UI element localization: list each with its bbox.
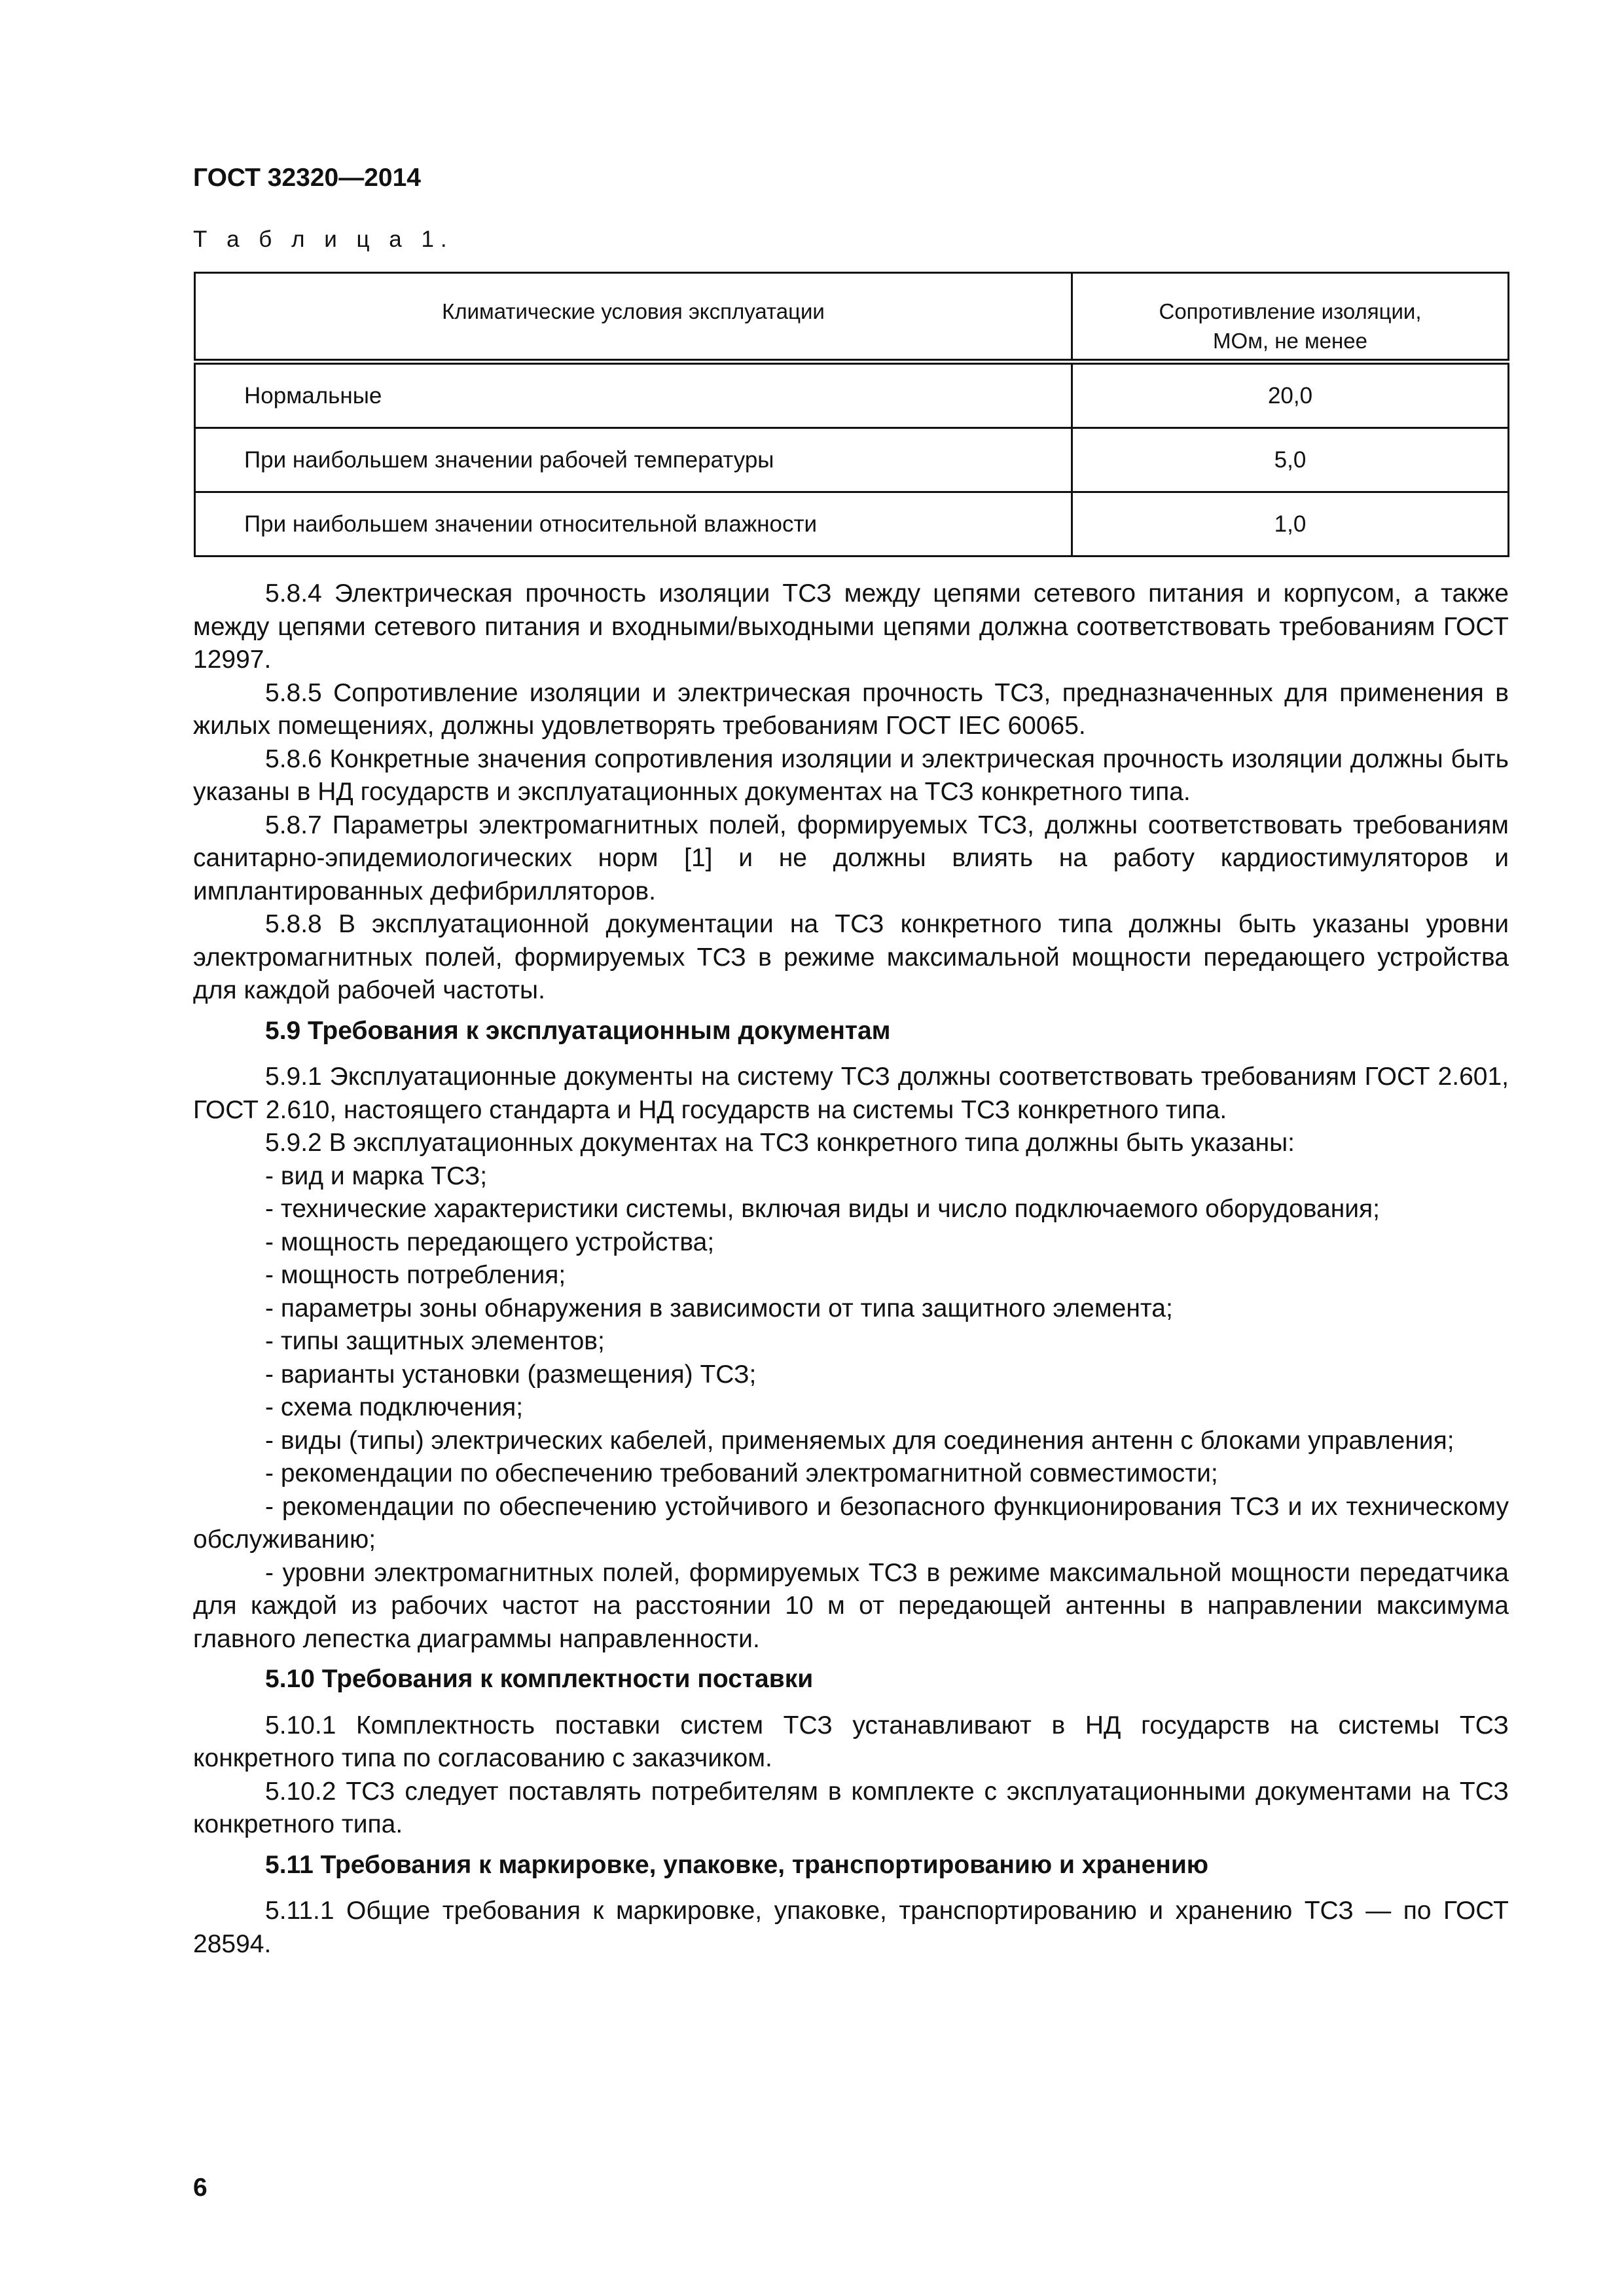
document-header: ГОСТ 32320—2014 [193,164,421,192]
table-cell-value: 1,0 [1072,492,1509,556]
list-item: - технические характеристики системы, включая виды и число подключаемого оборудования; [265,1195,1380,1223]
list-item: - параметры зоны обнаружения в зависимости от типа защитного элемента; [265,1294,1173,1322]
insulation-resistance-table [194,272,1509,557]
section-heading-5-11: 5.11 Требования к маркировке, упаковке, транспортированию и хранению [265,1850,1209,1879]
paragraph-5-10-2: 5.10.2 ТСЗ следует поставлять потребителям в комплекте с эксплуатационными документами на ТСЗ конкретного типа. [193,1777,1509,1838]
table-row [195,428,1509,492]
column-header-resistance [1072,273,1509,362]
paragraph-5-11-1: 5.11.1 Общие требования к маркировке, упаковке, транспортированию и хранению ТСЗ — по ГОСТ 28594. [193,1897,1509,1958]
paragraph-5-10-1: 5.10.1 Комплектность поставки систем ТСЗ устанавливают в НД государств на системы ТСЗ конкретного типа по согласованию с заказчиком. [193,1711,1509,1772]
paragraph-5-9-2: 5.9.2 В эксплуатационных документах на ТСЗ конкретного типа должны быть указаны: [265,1129,1295,1157]
paragraph-5-8-8: 5.8.8 В эксплуатационной документации на ТСЗ конкретного типа должны быть указаны уровни электромагнитных полей, формируемых ТСЗ в режиме максимальной мощности передающего устройства для каждой рабочей частоты. [193,910,1509,1004]
paragraph-5-8-6: 5.8.6 Конкретные значения сопротивления изоляции и электрическая прочность изоляции должны быть указаны в НД государств и эксплуатационных документах на ТСЗ конкретного типа. [193,744,1509,806]
section-heading-5-10: 5.10 Требования к комплектности поставки [265,1665,814,1693]
page-number: 6 [193,2174,208,2202]
column-header-conditions: Климатические условия эксплуатации [195,273,1072,362]
list-item: - варианты установки (размещения) ТСЗ; [265,1360,757,1389]
table-row [195,492,1509,556]
list-item: - рекомендации по обеспечению требований электромагнитной совместимости; [265,1459,1218,1487]
list-item: - мощность передающего устройства; [265,1228,715,1256]
list-item: - типы защитных элементов; [265,1327,605,1355]
column-header-resistance-line2: МОм, не менее [1213,329,1367,353]
list-item: - мощность потребления; [265,1261,566,1289]
table-cell-value: 20,0 [1072,362,1509,428]
list-item: - схема подключения; [265,1393,524,1421]
table-header-row [195,273,1509,362]
list-item: - виды (типы) электрических кабелей, применяемых для соединения антенн с блоками управления; [265,1426,1454,1455]
section-heading-5-9: 5.9 Требования к эксплуатационным документам [265,1016,891,1045]
paragraph-5-8-7: 5.8.7 Параметры электромагнитных полей, формируемых ТСЗ, должны соответствовать требованиям санитарно-эпидемиологических норм [1] и не должны влиять на работу кардиостимуляторов и имплантированных дефибрилляторов. [193,811,1509,905]
table-row [195,362,1509,428]
paragraph-5-9-1: 5.9.1 Эксплуатационные документы на систему ТСЗ должны соответствовать требованиям ГОСТ 2.601, ГОСТ 2.610, настоящего стандарта и НД государств на системы ТСЗ конкретного типа. [193,1063,1509,1124]
table-cell-condition: При наибольшем значении относительной влажности [195,492,1072,556]
table-cell-condition: Нормальные [195,362,1072,428]
paragraph-5-8-5: 5.8.5 Сопротивление изоляции и электрическая прочность ТСЗ, предназначенных для применения в жилых помещениях, должны удовлетворять требованиям ГОСТ IEC 60065. [193,678,1509,740]
list-item: - рекомендации по обеспечению устойчивого и безопасного функционирования ТСЗ и их техническому обслуживанию; [193,1492,1509,1554]
table-cell-value: 5,0 [1072,428,1509,492]
list-item: - вид и марка ТСЗ; [265,1161,488,1190]
list-item: - уровни электромагнитных полей, формируемых ТСЗ в режиме максимальной мощности передатчика для каждой из рабочих частот на расстоянии 10 м от передающей антенны в направлении максимума главного лепестка диаграммы направленности. [193,1558,1509,1653]
document-body [193,577,1509,1961]
table-caption: Т а б л и ц а 1. [193,227,454,252]
table-cell-condition: При наибольшем значении рабочей температуры [195,428,1072,492]
column-header-resistance-line1: Сопротивление изоляции, [1159,299,1422,323]
paragraph-5-8-4: 5.8.4 Электрическая прочность изоляции ТСЗ между цепями сетевого питания и корпусом, а также между цепями сетевого питания и входными/выходными цепями должна соответствовать требованиям ГОСТ 12997. [193,579,1509,674]
